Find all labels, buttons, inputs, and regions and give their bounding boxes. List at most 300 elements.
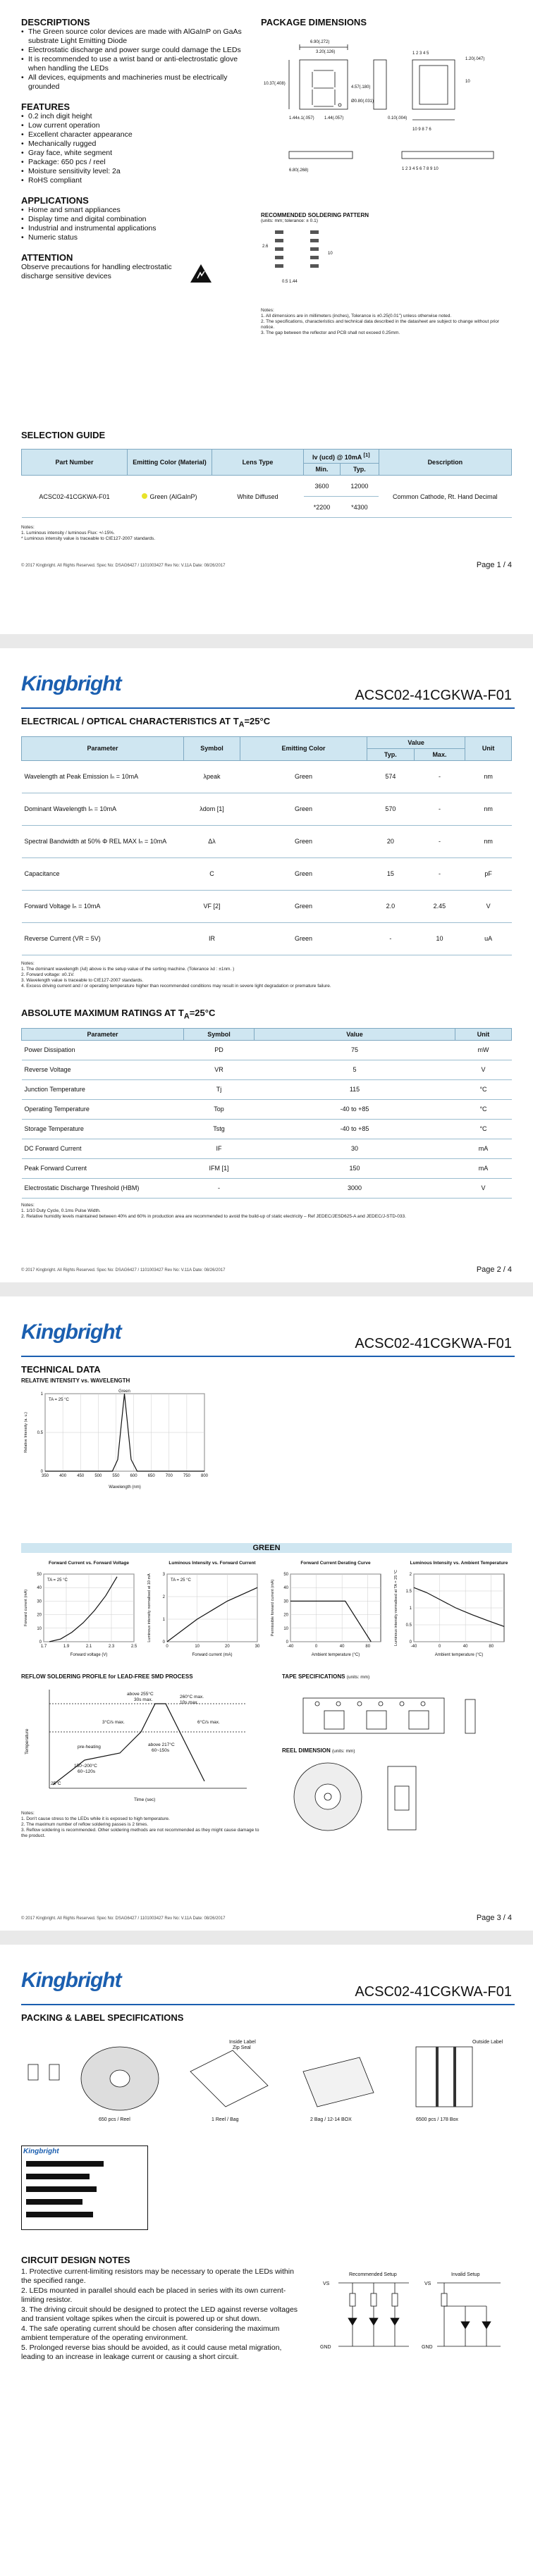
pack-inside-label: Inside Label — [229, 2040, 256, 2045]
selection-guide-section — [21, 430, 512, 542]
table-cell-unit: mA — [455, 1158, 512, 1178]
brand-logo: Kingbright — [21, 1969, 121, 1992]
table-cell-unit: pF — [465, 857, 512, 890]
table-cell-param: Dominant Wavelength Iₙ = 10mA — [22, 793, 184, 825]
y-tick-label: 0.5 — [37, 1431, 43, 1435]
table-cell-unit: V — [465, 890, 512, 922]
note-line: 2. The specifications, characteristics and technical data described in the datasheet are subject to change without prior notice. — [261, 319, 500, 330]
x-tick-label: 1.7 — [40, 1645, 47, 1649]
x-axis-label: Wavelength (nm) — [109, 1485, 141, 1490]
green-band: GREEN — [21, 1543, 512, 1553]
table-cell-param: Electrostatic Discharge Threshold (HBM) — [22, 1178, 184, 1198]
y-tick-label: 3 — [162, 1573, 165, 1577]
x-tick-label: 40 — [462, 1645, 468, 1649]
luminous-vs-current-chart — [145, 1559, 264, 1657]
rel-title: RELATIVE INTENSITY vs. WAVELENGTH — [21, 1377, 130, 1384]
rec-setup-label: Recommended Setup — [349, 2272, 397, 2277]
attention-title: ATTENTION — [21, 252, 73, 263]
svg-text:10.37(.408): 10.37(.408) — [264, 82, 286, 86]
table-cell-max: - — [414, 825, 465, 857]
x-tick-label: 450 — [77, 1474, 85, 1478]
table-cell-param: Wavelength at Peak Emission Iₙ = 10mA — [22, 760, 184, 793]
table-cell-max: 2.45 — [414, 890, 465, 922]
tape-drawing — [282, 1684, 508, 1744]
table-cell-value: 75 — [255, 1040, 455, 1060]
pack-bag: 1 Reel / Bag — [212, 2117, 239, 2122]
x-tick-label: 2.5 — [130, 1645, 137, 1649]
list-item: • Gray face, white segment — [21, 149, 247, 158]
table-cell-value: -40 to +85 — [255, 1119, 455, 1139]
y-tick-label: 1 — [409, 1606, 412, 1611]
table-cell-max: - — [414, 857, 465, 890]
footer — [21, 561, 512, 569]
table-cell-typ: 20 — [367, 825, 415, 857]
y-tick-label: 30 — [283, 1599, 288, 1604]
reflow-profile-chart — [21, 1683, 254, 1806]
table-cell-symbol: C — [184, 857, 240, 890]
note-line: 2. Forward voltage: ±0.1V. — [21, 972, 75, 977]
table-cell-unit: mA — [455, 1139, 512, 1158]
table-row — [22, 1079, 512, 1099]
list-item: • Mechanically rugged — [21, 140, 247, 149]
reflow-25: 25°C — [51, 1781, 61, 1786]
svg-text:1.20(.047): 1.20(.047) — [465, 57, 485, 61]
x-tick-label: 30 — [255, 1645, 260, 1649]
table-cell-value: 5 — [255, 1060, 455, 1079]
reflow-xlabel: Time (sec) — [134, 1797, 156, 1802]
header-divider — [21, 1356, 515, 1357]
table-cell-unit: °C — [455, 1079, 512, 1099]
svg-text:10 9 8 7 6: 10 9 8 7 6 — [412, 128, 431, 132]
list-item: • RoHS compliant — [21, 176, 247, 185]
technical-data-section — [21, 1364, 130, 1384]
svg-text:0.10(.004): 0.10(.004) — [388, 116, 408, 120]
y-tick-label: 0.5 — [405, 1623, 412, 1628]
pack-box: 2 Bag / 12-14 BOX — [310, 2117, 352, 2122]
reflow-preheat-range: 150~200°C — [74, 1764, 97, 1769]
reflow-217-time: 60~150s — [152, 1748, 170, 1753]
svg-text:10: 10 — [465, 80, 470, 84]
page-label: Page 3 / 4 — [476, 1914, 512, 1922]
forward-current-chart — [21, 1559, 141, 1657]
tape-title: TAPE SPECIFICATIONS (units: mm) — [282, 1673, 370, 1680]
table-cell-typ: 574 — [367, 760, 415, 793]
table-cell-color: Green — [240, 760, 367, 793]
svg-text:0.5 1.44: 0.5 1.44 — [282, 280, 298, 284]
solder-title: RECOMMENDED SOLDERING PATTERN — [261, 212, 369, 218]
reflow-rate3: 3°C/s max. — [102, 1720, 125, 1725]
gnd-label: GND — [320, 2345, 331, 2350]
svg-text:1 2 3 4 5: 1 2 3 4 5 — [412, 51, 429, 56]
table-cell-param: Reverse Current (VR = 5V) — [22, 922, 184, 955]
table-cell-param: Peak Forward Current — [22, 1158, 184, 1178]
reflow-above217: above 217°C — [148, 1742, 175, 1747]
footer: © 2017 Kingbright. All Rights Reserved. Spec No: DSAG6427 / 1101003427 Rev No: V.11A Date: 08/26/2017 Page 3 / 4 — [21, 1914, 512, 1922]
label-brand: Kingbright — [23, 2148, 59, 2155]
x-tick-label: 10 — [195, 1645, 200, 1649]
table-cell-symbol: Tstg — [184, 1119, 255, 1139]
gnd-label-2: GND — [422, 2345, 433, 2350]
circuit-notes — [21, 2267, 303, 2363]
list-item: • 0.2 inch digit height — [21, 112, 247, 121]
ta-annotation: TA = 25 °C — [49, 1398, 69, 1402]
table-cell-symbol: PD — [184, 1040, 255, 1060]
y-axis-label: Permissible forward current (mA) — [271, 1579, 275, 1637]
packing-illustration — [21, 2029, 512, 2135]
table-cell-param: Junction Temperature — [22, 1079, 184, 1099]
package-drawing — [261, 32, 512, 208]
list-item: • Low current operation — [21, 121, 247, 130]
note-line: 3. The driving circuit should be designed to protect the LED against reverse voltages and transient voltage spikes when the circuit is powered up or shut down. — [21, 2305, 298, 2323]
x-tick-label: -40 — [410, 1645, 417, 1649]
pack-box2: 6500 pcs / 178 Box — [416, 2117, 458, 2122]
package-dimensions-section — [261, 17, 512, 336]
table-cell-value: 150 — [255, 1158, 455, 1178]
page-label: Page 2 / 4 — [476, 1265, 512, 1274]
descriptions-section — [21, 17, 247, 284]
datasheet-page-2 — [0, 648, 533, 1282]
table-row — [22, 793, 512, 825]
y-tick-label: 20 — [283, 1613, 288, 1618]
note-line: Notes: — [21, 1811, 35, 1816]
note-line: 1. 1/10 Duty Cycle, 0.1ms Pulse Width. — [21, 1208, 101, 1213]
descriptions-list — [21, 27, 247, 92]
luminous-vs-temperature-chart — [391, 1559, 511, 1657]
y-tick-label: 0 — [286, 1640, 288, 1645]
table-row — [22, 1158, 512, 1178]
pack-zip: Zip Seal — [233, 2045, 251, 2050]
series-line — [49, 1577, 117, 1642]
eo-table-body — [22, 760, 512, 955]
esd-warning-icon — [189, 263, 213, 284]
x-tick-label: 750 — [183, 1474, 190, 1478]
eo-notes — [21, 961, 512, 989]
features-title: FEATURES — [21, 101, 71, 112]
note-line: 1. Don't cause stress to the LEDs while it is exposed to high temperature. — [21, 1816, 170, 1821]
list-item: • Display time and digital combination — [21, 215, 247, 224]
table-cell-param: Forward Voltage Iₙ = 10mA — [22, 890, 184, 922]
list-item: • Home and smart appliances — [21, 206, 247, 215]
table-cell-unit: nm — [465, 793, 512, 825]
table-row — [22, 1099, 512, 1119]
selection-table: Part Number Emitting Color (Material) Lens Type Iv (ucd) @ 10mA [1] Description Min. Typ. ACSC02-41CGKWA-F01 Green (AlGaInP) White Diffused 3600 12000 Common Cathode, Rt. Hand Decimal *2200 *4300 — [21, 449, 512, 518]
table-cell-symbol: VR — [184, 1060, 255, 1079]
footer: © 2017 Kingbright. All Rights Reserved. Spec No: DSAG6427 / 1101003427 Rev No: V.11A Date: 08/26/2017 Page 2 / 4 — [21, 1265, 512, 1274]
y-tick-label: 1 — [40, 1392, 43, 1397]
header-divider — [21, 707, 515, 709]
table-cell-param: Reverse Voltage — [22, 1060, 184, 1079]
ta-annotation: TA = 25 °C — [171, 1578, 191, 1583]
package-notes: Notes: 1. All dimensions are in millimeters (inches), Tolerance is ±0.25(0.01") unless otherwise noted. 2. The specifications, characteristics and technical data described in the datasheet are subject to change without prior notice. 3. The gap between the reflector and PCB shall not exceed 0.25mm. — [261, 308, 512, 336]
datasheet-page-3 — [0, 1296, 533, 1931]
y-tick-label: 0 — [409, 1640, 412, 1645]
table-row — [22, 1060, 512, 1079]
table-cell-symbol: Δλ — [184, 825, 240, 857]
plot-frame — [290, 1574, 381, 1642]
series-line — [414, 1587, 504, 1626]
derating-chart — [268, 1559, 388, 1657]
table-cell-symbol: Top — [184, 1099, 255, 1119]
note-line: 2. LEDs mounted in parallel should each be placed in series with its own current-limiting resistor. — [21, 2286, 286, 2304]
x-tick-label: 0 — [314, 1645, 318, 1649]
table-cell-value: -40 to +85 — [255, 1099, 455, 1119]
label-barcodes — [22, 2157, 147, 2224]
datasheet-page-1 — [0, 0, 533, 634]
x-tick-label: 400 — [59, 1474, 67, 1478]
vs-label-2: VS — [424, 2281, 431, 2286]
svg-text:1 2 3 4 5 6 7 8 9 10: 1 2 3 4 5 6 7 8 9 10 — [402, 167, 439, 171]
x-tick-label: 2.1 — [85, 1645, 92, 1649]
table-cell-value: 115 — [255, 1079, 455, 1099]
x-tick-label: 40 — [339, 1645, 345, 1649]
list-item: • The Green source color devices are made with AlGaInP on GaAs substrate Light Emitting Diode — [21, 27, 247, 46]
table-row — [22, 890, 512, 922]
y-tick-label: 40 — [283, 1586, 288, 1591]
table-row — [22, 760, 512, 793]
circuit-title: CIRCUIT DESIGN NOTES — [21, 2255, 130, 2265]
reflow-preheat: pre-heating — [78, 1745, 101, 1750]
table-row: ACSC02-41CGKWA-F01 Green (AlGaInP) White Diffused 3600 12000 Common Cathode, Rt. Hand Decimal — [22, 476, 512, 497]
selection-notes — [21, 525, 512, 542]
eo-title: ELECTRICAL / OPTICAL CHARACTERISTICS AT $T_A=25^\circ C$ — [21, 716, 271, 729]
table-cell-unit: °C — [455, 1119, 512, 1139]
y-tick-label: 50 — [37, 1573, 42, 1577]
x-tick-label: 800 — [200, 1474, 209, 1478]
list-item: • Moisture sensitivity level: 2a — [21, 167, 247, 176]
y-tick-label: 1.5 — [405, 1590, 412, 1594]
y-axis-label: Luminous intensity normalised at 10 mA — [147, 1573, 152, 1642]
table-cell-typ: - — [367, 922, 415, 955]
y-tick-label: 1 — [162, 1618, 165, 1622]
svg-text:6.80(.268): 6.80(.268) — [289, 168, 309, 173]
reel-title: REEL DIMENSION (units: mm) — [282, 1747, 355, 1754]
green-color-dot-icon — [142, 493, 147, 499]
label-sample — [21, 2145, 148, 2230]
table-cell-color: Green — [240, 890, 367, 922]
table-row — [22, 1040, 512, 1060]
reflow-30s: 30s max. — [134, 1697, 153, 1702]
reflow-preheat-time: 60~120s — [78, 1769, 96, 1774]
soldering-pattern-drawing — [261, 226, 402, 304]
x-axis-label: Forward voltage (V) — [70, 1653, 108, 1657]
series-line — [290, 1601, 371, 1642]
x-axis-label: Forward current (mA) — [192, 1653, 233, 1657]
table-cell-color: Green — [240, 825, 367, 857]
footer-text: © 2017 Kingbright. All Rights Reserved. Spec No: DSAG6427 / 1101003427 Rev No: V.11A Date: 08/26/2017 — [21, 564, 226, 568]
table-cell-param: Spectral Bandwidth at 50% Φ REL MAX Iₙ = 10mA — [22, 825, 184, 857]
brand-logo: Kingbright — [21, 672, 121, 695]
x-tick-label: 700 — [165, 1474, 173, 1478]
table-cell-unit: uA — [465, 922, 512, 955]
table-cell-param: Capacitance — [22, 857, 184, 890]
svg-text:4.57(.180): 4.57(.180) — [351, 85, 371, 89]
eo-characteristics-section — [21, 716, 512, 989]
table-row — [22, 1178, 512, 1198]
list-item: • All devices, equipments and machineries must be electrically grounded — [21, 73, 247, 92]
svg-text:Ø0.80(.031): Ø0.80(.031) — [351, 99, 374, 104]
table-cell-typ: 15 — [367, 857, 415, 890]
solder-subtitle: (units: mm; tolerance: ± 0.1) — [261, 218, 318, 223]
packing-title: PACKING & LABEL SPECIFICATIONS — [21, 2012, 184, 2023]
note-line: 3. The gap between the reflector and PCB shall not exceed 0.25mm. — [261, 330, 400, 335]
table-cell-color: Green — [240, 793, 367, 825]
abs-title: ABSOLUTE MAXIMUM RATINGS AT $T_A=25^\circ C$ — [21, 1008, 216, 1021]
package-title: PACKAGE DIMENSIONS — [261, 17, 367, 27]
svg-text:6.90(.272): 6.90(.272) — [310, 40, 330, 44]
x-tick-label: 650 — [147, 1474, 155, 1478]
y-tick-label: 30 — [37, 1599, 42, 1604]
applications-title: APPLICATIONS — [21, 195, 89, 206]
chart-title: Forward Current Derating Curve — [300, 1561, 371, 1566]
table-cell-symbol: - — [184, 1178, 255, 1198]
note-line: * Luminous intensity value is traceable to CIE127-2007 standards. — [21, 536, 156, 541]
selection-title: SELECTION GUIDE — [21, 430, 106, 440]
note-line: 1. Luminous intensity / luminous Flux: +/-15%. — [21, 531, 115, 535]
table-row — [22, 1119, 512, 1139]
svg-text:1.44(.057): 1.44(.057) — [324, 116, 344, 120]
y-tick-label: 2 — [409, 1573, 412, 1577]
datasheet-page-4 — [0, 1945, 533, 2576]
abs-table: Parameter Symbol Value Unit Power Dissipation PD 75 mW Reverse Voltage VR 5 V Junction Temperature Tj 115 °C Operating Temperature Top -40 to +85 °C Storage Temperature Tstg -40 to +85 °C DC Forward Current IF 30 mA Peak Forward Current IFM [1] 150 mA Electrostatic Discharge Threshold (HBM) - 3000 V — [21, 1028, 512, 1199]
reflow-notes — [21, 1811, 261, 1839]
list-item: • It is recommended to use a wrist band or anti-electrostatic glove when handling the LEDs — [21, 55, 247, 73]
table-cell-typ: 2.0 — [367, 890, 415, 922]
abs-table-body — [22, 1040, 512, 1198]
y-tick-label: 0 — [40, 1470, 43, 1474]
x-tick-label: 600 — [130, 1474, 137, 1478]
inv-setup-label: Invalid Setup — [451, 2272, 480, 2277]
table-cell-param: Power Dissipation — [22, 1040, 184, 1060]
reflow-rate6: 6°C/s max. — [197, 1720, 220, 1725]
svg-text:2.6: 2.6 — [262, 244, 269, 249]
note-line: Notes: — [21, 960, 35, 966]
x-tick-label: 550 — [112, 1474, 120, 1478]
svg-text:1.44±.1(.057): 1.44±.1(.057) — [289, 116, 314, 120]
x-tick-label: 0 — [166, 1645, 169, 1649]
y-tick-label: 10 — [283, 1626, 288, 1631]
absolute-max-section — [21, 1008, 512, 1220]
y-tick-label: 40 — [37, 1586, 42, 1591]
x-tick-label: 80 — [365, 1645, 371, 1649]
features-list — [21, 112, 247, 185]
y-tick-label: 2 — [162, 1595, 165, 1599]
ta-annotation: TA = 25 °C — [47, 1578, 68, 1583]
abs-notes — [21, 1203, 512, 1220]
table-cell-symbol: λdom [1] — [184, 793, 240, 825]
note-line: 4. The safe operating current should be chosen after considering the maximum ambient temperature of the operating environment. — [21, 2324, 280, 2342]
x-tick-label: 1.9 — [63, 1645, 70, 1649]
note-line: 5. Prolonged reverse bias should be avoided, as it could cause metal migration, leading to an increase in leakage current or causing a short circuit. — [21, 2343, 282, 2361]
table-cell-color: Green — [240, 922, 367, 955]
y-tick-label: 20 — [37, 1613, 42, 1618]
x-tick-label: 500 — [94, 1474, 102, 1478]
reflow-260: 260°C max. — [180, 1695, 204, 1699]
table-cell-max: 10 — [414, 922, 465, 955]
x-tick-label: 350 — [41, 1474, 49, 1478]
pack-outside-label: Outside Label — [472, 2040, 503, 2045]
series-line — [167, 1587, 257, 1642]
page-label: Page 1 / 4 — [476, 561, 512, 569]
vs-label: VS — [323, 2281, 330, 2286]
table-cell-typ: 570 — [367, 793, 415, 825]
list-item: • Electrostatic discharge and power surge could damage the LEDs — [21, 46, 247, 55]
y-tick-label: 0 — [39, 1640, 42, 1645]
chart-title: Luminous Intensity vs. Ambient Temperature — [410, 1561, 508, 1566]
table-row — [22, 1139, 512, 1158]
y-axis-label: Luminous intensity normalised at TA = 25 °C — [394, 1570, 398, 1646]
table-cell-symbol: Tj — [184, 1079, 255, 1099]
list-item: • Package: 650 pcs / reel — [21, 158, 247, 167]
table-cell-param: Operating Temperature — [22, 1099, 184, 1119]
note-line: 4. Excess driving current and / or operating temperature higher than recommended conditions may result in severe light degradation or premature failure. — [21, 983, 331, 989]
svg-text:10: 10 — [328, 252, 333, 256]
table-cell-symbol: IF — [184, 1139, 255, 1158]
list-item: • Excellent character appearance — [21, 130, 247, 140]
table-cell-symbol: IR — [184, 922, 240, 955]
svg-text:3.20(.126): 3.20(.126) — [316, 50, 336, 54]
table-cell-param: DC Forward Current — [22, 1139, 184, 1158]
x-axis-label: Ambient temperature (°C) — [311, 1653, 360, 1657]
note-line: 3. Reflow soldering is recommended. Other soldering methods are not recommended as they might cause damage to the product. — [21, 1828, 259, 1838]
note-line: Notes: — [21, 1202, 35, 1208]
descriptions-title: DESCRIPTIONS — [21, 17, 90, 27]
brand-logo: Kingbright — [21, 1320, 121, 1344]
part-number: ACSC02-41CGKWA-F01 — [355, 1336, 512, 1351]
reflow-ylabel: Temperature — [25, 1728, 30, 1754]
series-label: Green — [118, 1389, 130, 1394]
chart-title: Forward Current vs. Forward Voltage — [48, 1561, 130, 1566]
attention-text: Observe precautions for handling electrostatic discharge sensitive devices — [21, 263, 172, 280]
table-cell-value: 30 — [255, 1139, 455, 1158]
reflow-10s: 10s max. — [180, 1700, 199, 1705]
reflow-above255: above 255°C — [127, 1692, 154, 1697]
relative-intensity-chart — [21, 1384, 212, 1490]
y-tick-label: 50 — [283, 1573, 288, 1577]
header-divider — [21, 2004, 515, 2005]
table-cell-unit: mW — [455, 1040, 512, 1060]
note-line: 2. The maximum number of reflow soldering passes is 2 times. — [21, 1822, 149, 1827]
part-number: ACSC02-41CGKWA-F01 — [355, 1984, 512, 2000]
table-cell-color: Green — [240, 857, 367, 890]
table-cell-symbol: VF [2] — [184, 890, 240, 922]
x-tick-label: 2.3 — [108, 1645, 115, 1649]
table-row: *2200 *4300 — [22, 497, 512, 518]
table-cell-param: Storage Temperature — [22, 1119, 184, 1139]
list-item: • Industrial and instrumental applications — [21, 224, 247, 233]
table-cell-unit: nm — [465, 760, 512, 793]
y-axis-label: Forward current (mA) — [24, 1589, 28, 1627]
chart-title: Luminous Intensity vs. Forward Current — [169, 1561, 256, 1566]
technical-title: TECHNICAL DATA — [21, 1364, 101, 1375]
list-item: • Numeric status — [21, 233, 247, 242]
table-row — [22, 857, 512, 890]
y-axis-label: Relative Intensity (a. u.) — [24, 1412, 28, 1453]
reflow-title: REFLOW SOLDERING PROFILE for LEAD-FREE SMD PROCESS — [21, 1673, 193, 1680]
table-cell-max: - — [414, 793, 465, 825]
table-cell-unit: °C — [455, 1099, 512, 1119]
x-tick-label: 80 — [489, 1645, 494, 1649]
x-tick-label: 20 — [224, 1645, 230, 1649]
reel-drawing — [282, 1758, 508, 1843]
table-cell-symbol: λpeak — [184, 760, 240, 793]
table-cell-unit: nm — [465, 825, 512, 857]
note-line: 2. Relative humidity levels maintained between 40% and 60% in production area are recommended to avoid the build-up of static electricity – Ref JEDEC/JESD625-A and JEDEC/J-STD-033. — [21, 1213, 406, 1219]
circuit-diagram — [317, 2262, 515, 2360]
table-cell-max: - — [414, 760, 465, 793]
x-axis-label: Ambient temperature (°C) — [434, 1653, 484, 1657]
pack-reel: 650 pcs / Reel — [99, 2117, 130, 2122]
table-row — [22, 922, 512, 955]
